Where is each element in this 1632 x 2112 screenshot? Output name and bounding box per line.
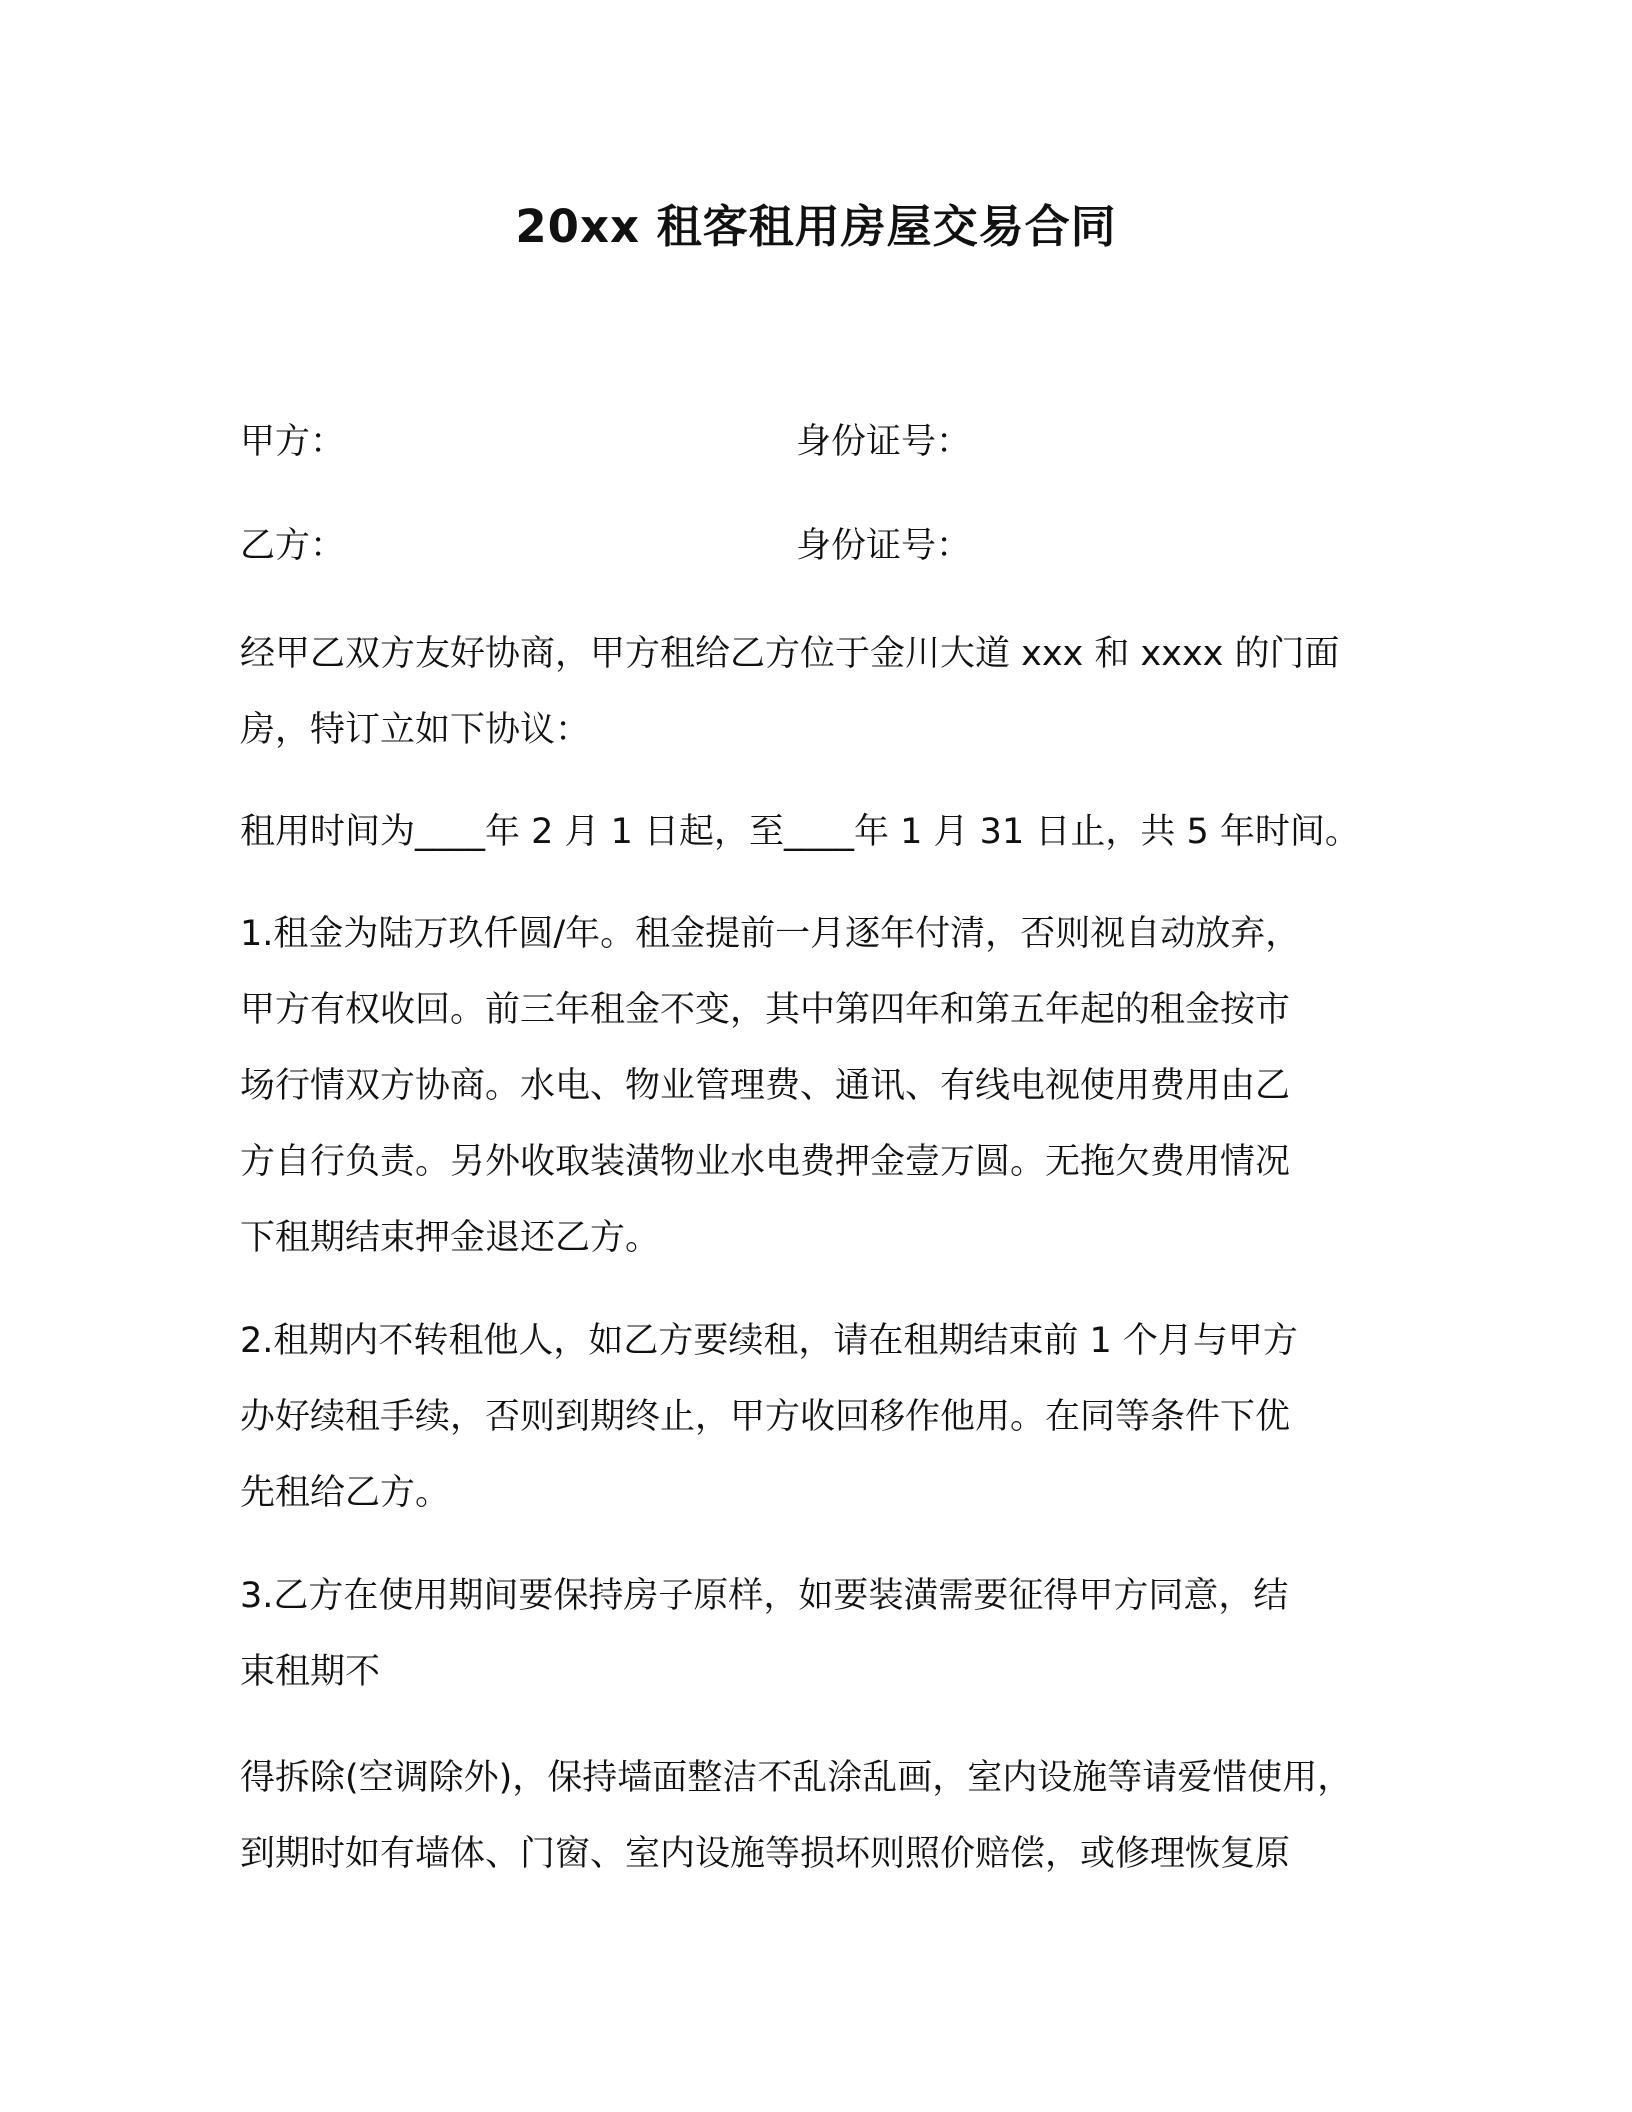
clause-3-cont-line: 得拆除(空调除外)，保持墙面整洁不乱涂乱画，室内设施等请爱惜使用， [240,1758,1353,1798]
clause-3-cont-line: 到期时如有墙体、门窗、室内设施等损坏则照价赔偿，或修理恢复原 [240,1834,1291,1874]
clause-1-line: 甲方有权收回。前三年租金不变，其中第四年和第五年起的租金按市 [240,990,1291,1030]
clause-2-line: 办好续租手续，否则到期终止，甲方收回移作他用。在同等条件下优 [240,1397,1291,1437]
intro-paragraph [240,616,1420,768]
term-paragraph [240,794,1420,870]
clause-2-paragraph [240,1303,1420,1531]
clause-1-line: 1.租金为陆万玖仟圆/年。租金提前一月逐年付清，否则视自动放弃， [240,914,1301,954]
party-b-id-label: 身份证号： [796,526,972,566]
clause-1-line: 方自行负责。另外收取装潢物业水电费押金壹万圆。无拖欠费用情况 [240,1142,1291,1182]
clause-2-line: 先租给乙方。 [240,1473,451,1513]
clause-1-line: 下租期结束押金退还乙方。 [240,1218,661,1258]
document-title: 20xx 租客租用房屋交易合同 [515,200,1117,253]
intro-line: 房，特订立如下协议： [240,710,591,750]
clause-1-line: 场行情双方协商。水电、物业管理费、通讯、有线电视使用费用由乙 [240,1066,1291,1106]
clause-3-line: 束租期不 [240,1652,381,1692]
party-a-label: 甲方： [240,422,346,462]
clause-3-line: 3.乙方在使用期间要保持房子原样，如要装潢需要征得甲方同意，结 [240,1576,1289,1616]
clause-3-continuation [240,1740,1420,1892]
clause-2-line: 2.租期内不转租他人，如乙方要续租，请在租期结束前 1 个月与甲方 [240,1321,1298,1361]
party-b-label: 乙方： [240,526,346,566]
party-a-id-label: 身份证号： [796,422,972,462]
party-a-row [240,404,1440,480]
clause-3-paragraph [240,1558,1420,1710]
intro-line: 经甲乙双方友好协商，甲方租给乙方位于金川大道 xxx 和 xxxx 的门面 [240,634,1340,674]
term-line: 租用时间为____年 2 月 1 日起，至____年 1 月 31 日止，共 5 年时间。 [240,812,1360,852]
party-b-row [240,508,1440,584]
clause-1-paragraph [240,896,1420,1276]
